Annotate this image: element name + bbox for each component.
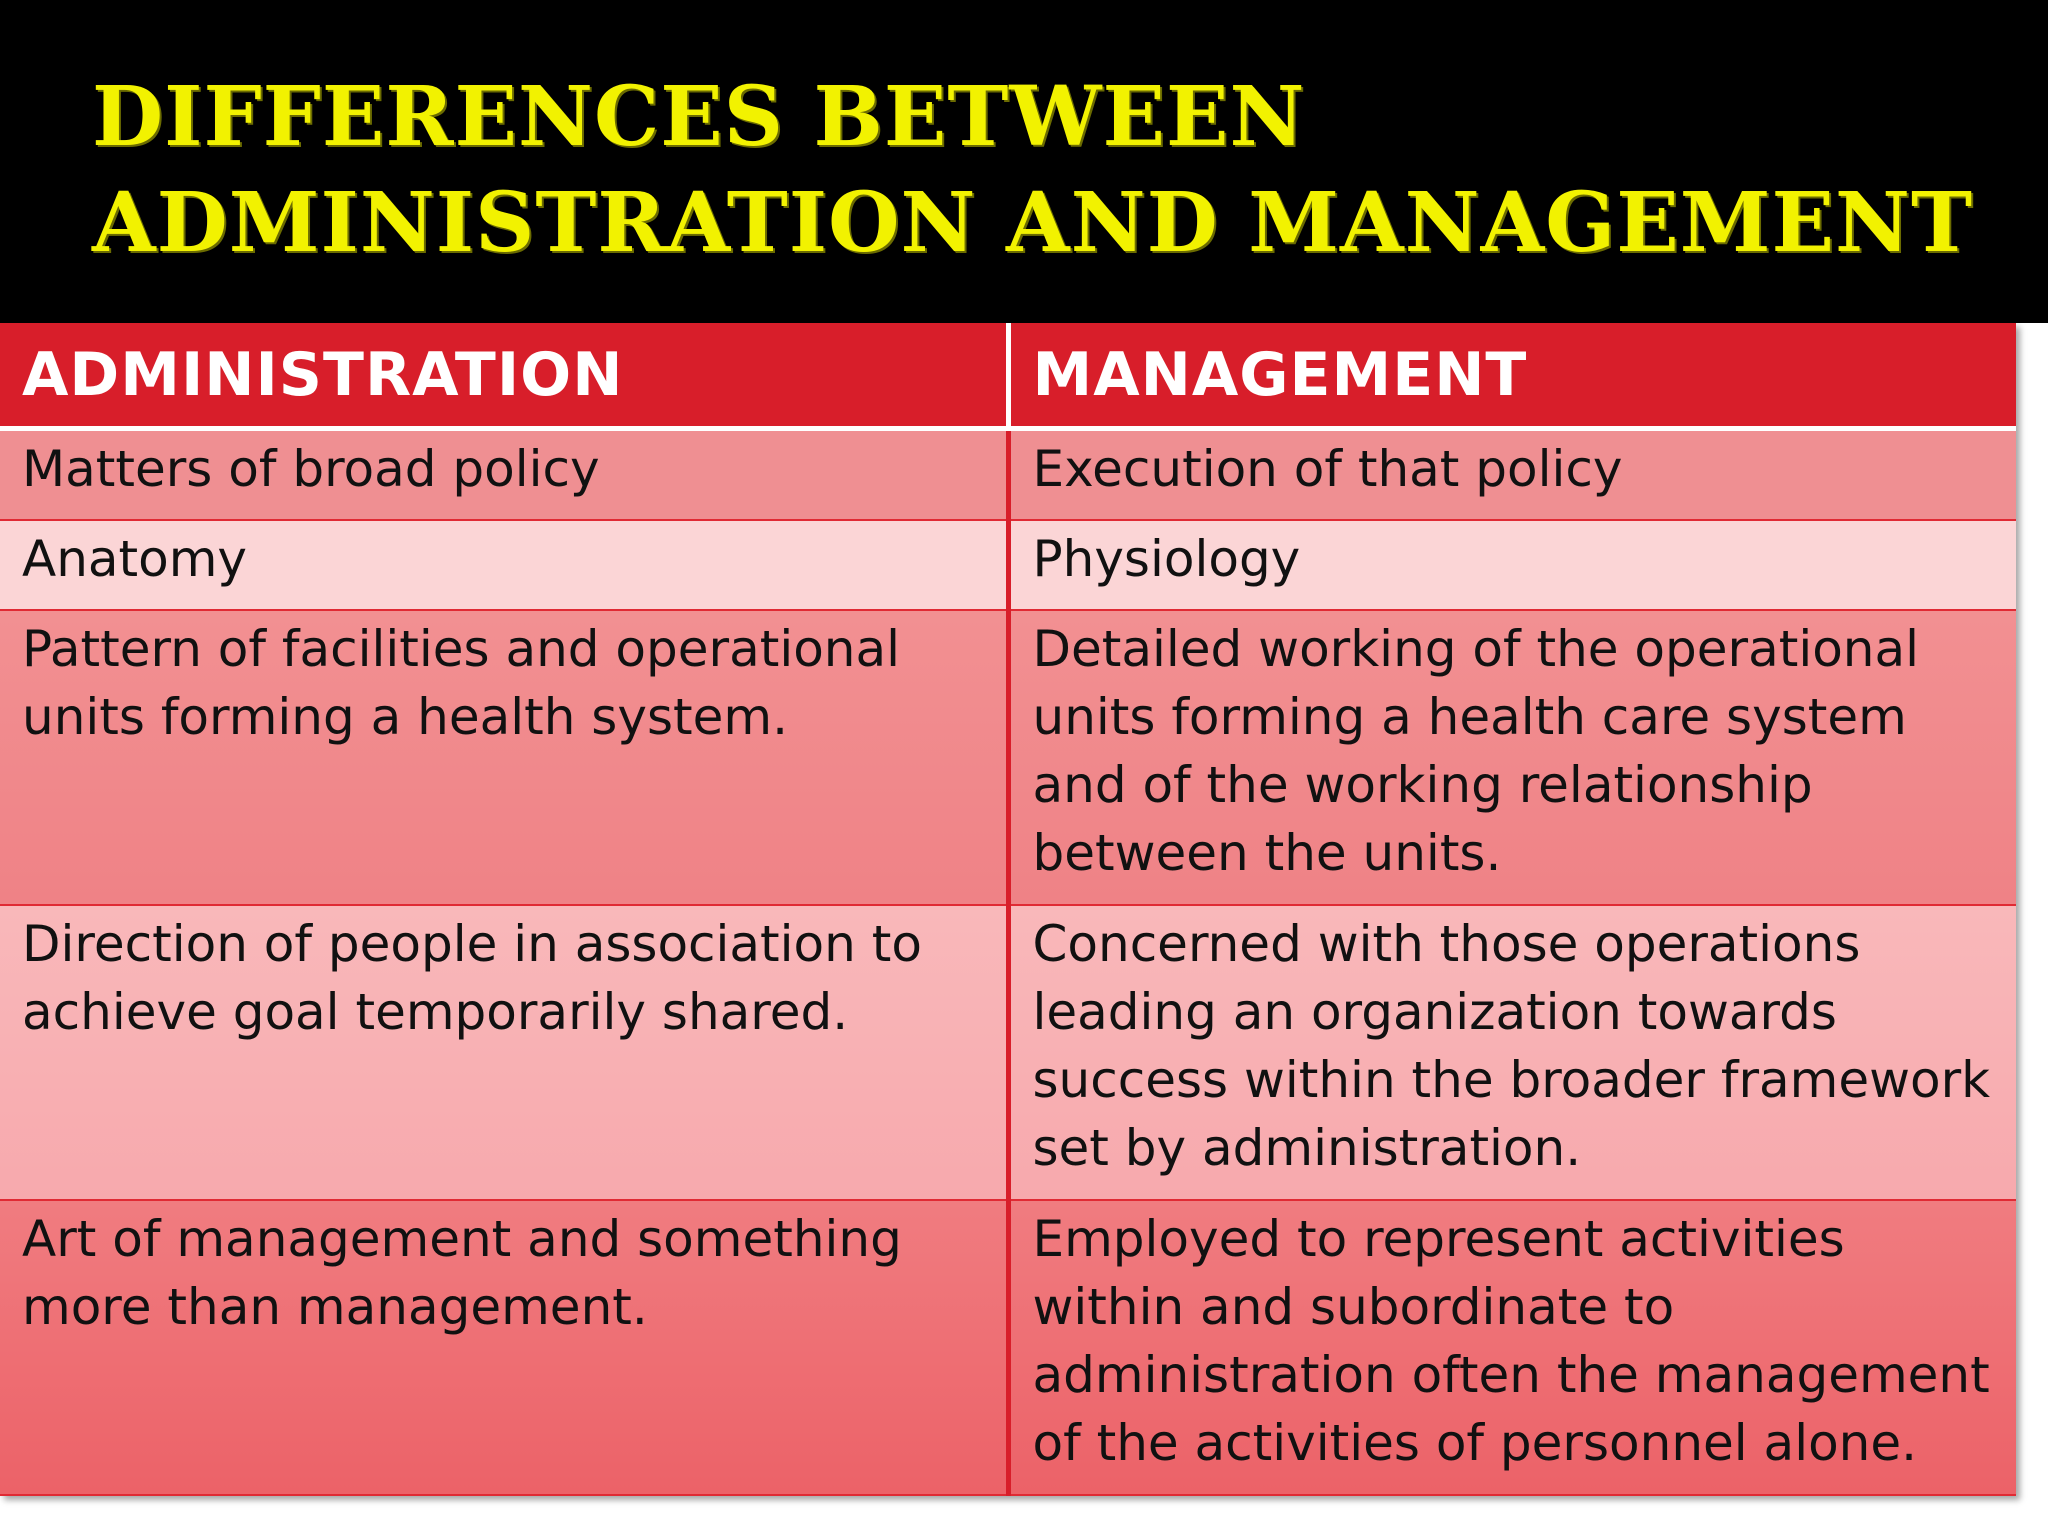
cell-management: Concerned with those operations leading an organization towards success within the broader framework set by administration. bbox=[1008, 905, 2016, 1200]
cell-management: Employed to represent activities within and subordinate to administration often the management of the activities of personnel alone. bbox=[1008, 1200, 2016, 1495]
cell-management: Detailed working of the operational units forming a health care system and of the working relationship between the units. bbox=[1008, 610, 2016, 905]
cell-administration: Anatomy bbox=[0, 520, 1008, 610]
cell-administration: Art of management and something more than management. bbox=[0, 1200, 1008, 1495]
table-row bbox=[0, 520, 2016, 610]
table-row bbox=[0, 1200, 2016, 1495]
table-row bbox=[0, 610, 2016, 905]
cell-administration: Direction of people in association to achieve goal temporarily shared. bbox=[0, 905, 1008, 1200]
comparison-table bbox=[0, 323, 2016, 1496]
comparison-table-container bbox=[0, 323, 2016, 1496]
slide-title: DIFFERENCES BETWEEN ADMINISTRATION AND MANAGEMENT bbox=[92, 69, 1973, 271]
table-header-row bbox=[0, 323, 2016, 429]
cell-management: Execution of that policy bbox=[1008, 429, 2016, 521]
cell-administration: Matters of broad policy bbox=[0, 429, 1008, 521]
slide-margin bbox=[2018, 323, 2048, 1536]
header-administration: ADMINISTRATION bbox=[0, 323, 1008, 429]
title-band bbox=[0, 0, 2048, 323]
cell-management: Physiology bbox=[1008, 520, 2016, 610]
header-management: MANAGEMENT bbox=[1008, 323, 2016, 429]
cell-administration: Pattern of facilities and operational units forming a health system. bbox=[0, 610, 1008, 905]
table-row bbox=[0, 905, 2016, 1200]
table-row bbox=[0, 429, 2016, 521]
